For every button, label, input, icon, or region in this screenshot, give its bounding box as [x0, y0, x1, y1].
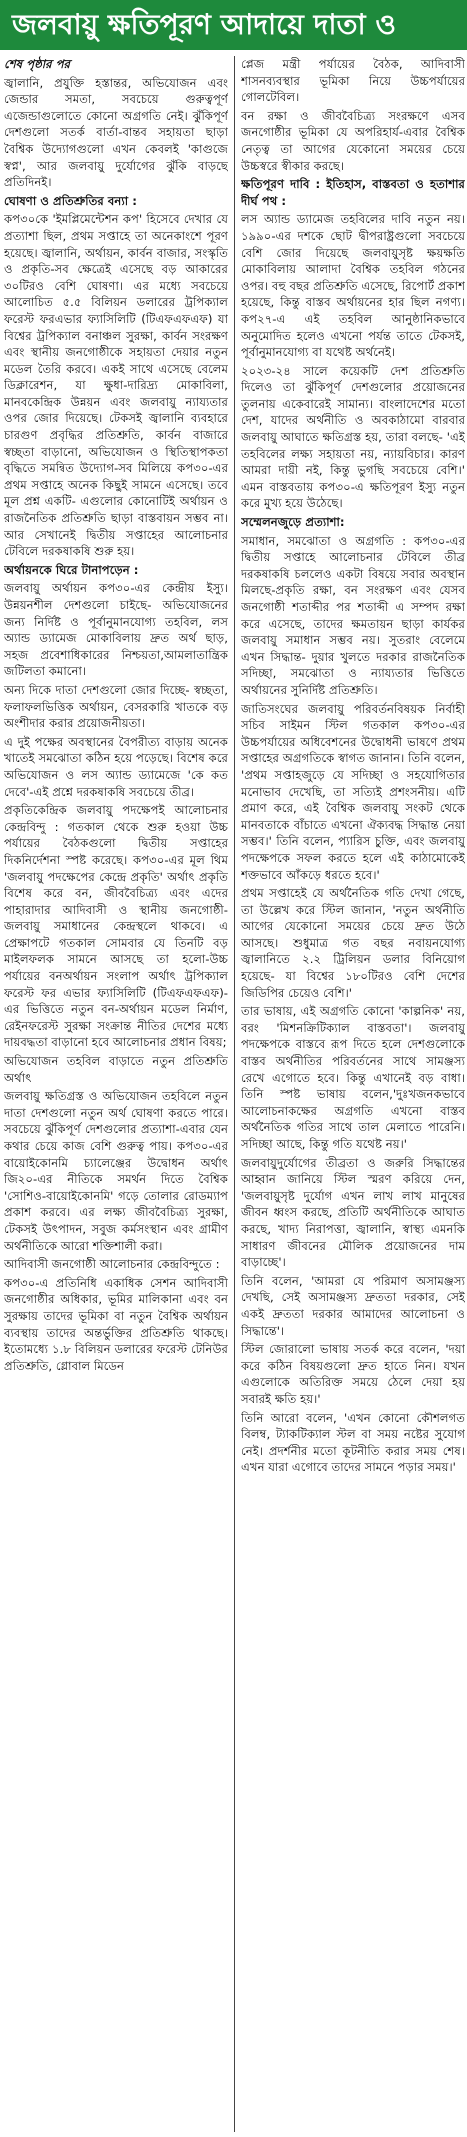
paragraph: প্লেজ মন্ত্রী পর্যায়ের বৈঠক, আদিবাসী শাসনব্যবস্থার ভূমিকা নিয়ে উচ্চপর্যায়ের গোলটেবিল। [241, 57, 465, 105]
paragraph: তিনি আরো বলেন, 'এখন কোনো কৌশলগত বিলম্ব, ট্যাকটিক্যাল স্টল বা সময় নষ্টের সুযোগ নেই। প্রদর্শনীর মতো কূটনীতি করার সময় শেষ। এখন যারা এগোবে তাদের সামনে পড়ার সময়।' [241, 1410, 465, 1475]
paragraph: কপ৩০কে 'ইমপ্লিমেন্টেশন কপ' হিসেবে দেখার যে প্রত্যাশা ছিল, প্রথম সপ্তাহে তা অনেকাংশে পূরণ হয়েছে। জ্বালানি, অর্থায়ন, কার্বন বাজার, সংস্কৃতি ও প্রকৃতি-সব ক্ষেত্রেই এসেছে বড় আকারের ৩০টিরও বেশি ঘোষণা। এর মধ্যে সবচেয়ে আলোচিত ৫.৫ বিলিয়ন ডলারের ট্রপিক্যাল ফরেস্ট ফরএভার ফ্যাসিলিটি (টিএফএফএফ) যা বিশ্বের ট্রপিক্যাল বনাঞ্চল সুরক্ষা, কার্বন সংরক্ষণ এবং স্থানীয় জনগোষ্ঠীকে সহায়তা দেয়ার নতুন মডেল তৈরি করবে। একই সাথে এসেছে বেলেম ডিক্লারেশন, যা ক্ষুধা-দারিদ্র্য মোকাবিলা, মানবকেন্দ্রিক উন্নয়ন এবং জলবায়ু ন্যায্যতার ওপর জোর দিয়েছে। টেকসই জ্বালানি ব্যবহারে চারগুণ প্রবৃদ্ধির প্রতিশ্রুতি, কার্বন বাজারে স্বচ্ছতা বাড়ানো, অভিযোজন ও স্থিতিস্থাপকতা বৃদ্ধিতে সমন্বিত উদ্যোগ-সব মিলিয়ে কপ৩০-এর প্রথম সপ্তাহে অনেক কিছুই সামনে এসেছে। তবে মূল প্রশ্ন একটি- এগুলোর কোনোটিই অর্থায়ন ও রাজনৈতিক প্রতিশ্রুতি ছাড়া বাস্তবায়ন সম্ভব না। আর সেখানেই দ্বিতীয় সপ্তাহের আলোচনার টেবিলে দরকষাকষি শুরু হয়। [4, 212, 228, 559]
paragraph: লস অ্যান্ড ড্যামেজ তহবিলের দাবি নতুন নয়। ১৯৯০-এর দশকে ছোট দ্বীপরাষ্ট্রগুলো সবচেয়ে বেশি জোর দিয়েছে জলবায়ুসৃষ্ট ক্ষয়ক্ষতি মোকাবিলায় আলাদা বৈশ্বিক তহবিল গঠনের ওপর। বহু বছর প্রতিশ্রুতি এসেছে, রিপোর্ট প্রকাশ হয়েছে, কিন্তু বাস্তব অর্থায়নের হার ছিল নগণ্য। কপ২৭-এ এই তহবিল আনুষ্ঠানিকভাবে অনুমোদিত হলেও এখনো পর্যন্ত তাতে টেকসই, পূর্বানুমানযোগ্য বা যথেষ্ট অর্থনেই। [241, 212, 465, 360]
paragraph: তার ভাষায়, এই অগ্রগতি কোনো 'কাল্পনিক' নয়, বরং 'মিশনক্রিটিক্যাল বাস্তবতা'। জলবায়ু পদক্ষেপকে বাস্তবে রূপ দিতে হলে দেশগুলোকে বাস্তব অর্থনীতির পরিবর্তনের সাথে সামঞ্জস্য রেখে এগোতে হবে। কিন্তু এখানেই বড় বাধা। তিনি স্পষ্ট ভাষায় বলেন,'দুঃখজনকভাবে আলোচনাকক্ষের অগ্রগতি এখনো বাস্তব অর্থনৈতিক গতির সাথে তাল মেলাতে পারেনি। সদিচ্ছা আছে, কিন্তু গতি যথেষ্ট নয়।' [241, 1004, 465, 1151]
left-column [4, 56, 228, 2132]
paragraph: অভিযোজন তহবিল বাড়াতে নতুন প্রতিশ্রুতি অর্থাৎ [4, 1054, 228, 1085]
subheading: সম্মেলনজুড়ে প্রত্যাশা: [241, 515, 345, 530]
subheading: ঘোষণা ও প্রতিশ্রুতির বন্যা : [4, 193, 137, 208]
paragraph: অন্য দিকে দাতা দেশগুলো জোর দিচ্ছে- স্বচ্ছতা, ফলাফলভিত্তিক অর্থায়ন, বেসরকারি খাতকে বড় অংশীদার করার প্রয়োজনীয়তা। [4, 682, 228, 731]
paragraph: জলবায়ুদুর্যোগের তীব্রতা ও জরুরি সিদ্ধান্তের আহ্বান জানিয়ে স্টিল স্মরণ করিয়ে দেন, 'জলবায়ুসৃষ্ট দুর্যোগ এখন লাখ লাখ মানুষের জীবন ধ্বংস করছে, প্রতিটি অর্থনীতিকে আঘাত করছে, খাদ্য নিরাপত্তা, জ্বালানি, স্বাস্থ্য এমনকি সাধারণ জীবনের মৌলিক প্রয়োজনের দাম বাড়াচ্ছে'। [241, 1155, 465, 1270]
paragraph: স্টিল জোরালো ভাষায় সতর্ক করে বলেন, 'দয়া করে কঠিন বিষয়গুলো দ্রুত হাতে নিন। যখন এগুলোকে অতিরিক্ত সময়ে ঠেলে দেয়া হয় সবারই ক্ষতি হয়।' [241, 1342, 465, 1406]
paragraph: সমাধান, সমঝোতা ও অগ্রগতি : কপ৩০-এর দ্বিতীয় সপ্তাহে আলোচনার টেবিলে তীব্র দরকষাকষি চললেও একটা বিষয়ে সবার অবস্থান মিলছে-প্রকৃতি রক্ষা, বন সংরক্ষণ এবং যেসব জনগোষ্ঠী শতাব্দীর পর শতাব্দী এ সম্পদ রক্ষা করে এসেছে, তাদের ক্ষমতায়ন ছাড়া কার্যকর জলবায়ু সমাধান সম্ভব নয়। সুতরাং বেলেমে এখন সিদ্ধান্ত- দুয়ার খুলতে দরকার রাজনৈতিক সদিচ্ছা, সমঝোতা ও ন্যায্যতার ভিত্তিতে অর্থায়নের সুনির্দিষ্ট প্রতিশ্রুতি। [241, 533, 465, 697]
subheading: ক্ষতিপূরণ দাবি : ইতিহাস, বাস্তবতা ও হতাশার দীর্ঘ পথ : [241, 177, 465, 208]
right-column [241, 56, 465, 2132]
continued-label: শেষ পৃষ্ঠার পর [4, 57, 70, 71]
subheading: অর্থায়নকে ঘিরে টানাপড়েন : [4, 562, 139, 577]
paragraph: জলবায়ু অর্থায়ন কপ৩০-এর কেন্দ্রীয় ইস্যু। উন্নয়নশীল দেশগুলো চাইছে- অভিযোজনের জন্য নির্দিষ্ট ও পূর্বানুমানযোগ্য তহবিল, লস অ্যান্ড ড্যামেজ মোকাবিলায় দ্রুত অর্থ ছাড়, সহজ প্রবেশাধিকারের নিশ্চয়তা,আমলাতান্ত্রিক জটিলতা কমানো। [4, 581, 228, 679]
paragraph: জাতিসংঘের জলবায়ু পরিবর্তনবিষয়ক নির্বাহী সচিব সাইমন স্টিল গতকাল কপ৩০-এর উচ্চপর্যায়ের অধিবেশনের উদ্বোধনী ভাষণে প্রথম সপ্তাহের অগ্রগতিকে স্বাগত জানান। তিনি বলেন, 'প্রথম সপ্তাহজুড়ে যে সদিচ্ছা ও সহযোগিতার মনোভাব দেখেছি, তা সত্যিই প্রশংসনীয়। এটি প্রমাণ করে, এই বৈশ্বিক জলবায়ু সংকট থেকে মানবতাকে বাঁচাতে এখনো ঐক্যবদ্ধ সিদ্ধান্ত নেয়া সম্ভব।' তিনি বলেন, প্যারিস চুক্তি, এবং জলবায়ু পদক্ষেপকে সফল করতে হলে এই কাঠামোকেই শক্তভাবে আঁকড়ে ধরতে হবে।' [241, 701, 465, 882]
paragraph: জলবায়ু ক্ষতিগ্রস্ত ও অভিযোজন তহবিলে নতুন দাতা দেশগুলো নতুন অর্থ ঘোষণা করতে পারে। সবচেয়ে ঝুঁকিপূর্ণ দেশগুলোর প্রত্যাশা-এবার যেন কথার চেয়ে কাজ বেশি গুরুত্ব পায়। কপ৩০-এর বায়োইকোনমি চ্যালেঞ্জের উদ্বোধন অর্থাৎ জি২০-এর নীতিকে সমর্থন দিতে বৈশ্বিক 'সোশিও-বায়োইকোনমি' গড়ে তোলার রোডম্যাপ প্রকাশ করবে। এর লক্ষ্য জীববৈচিত্র্য সুরক্ষা, টেকসই উৎপাদন, সবুজ কর্মসংস্থান এবং গ্রামীণ অর্থনীতিকে আরো শক্তিশালী করা। [4, 1089, 228, 1253]
paragraph: প্রথম সপ্তাহেই যে অর্থনৈতিক গতি দেখা গেছে, তা উল্লেখ করে স্টিল জানান, 'নতুন অর্থনীতি আগের যেকোনো সময়ের চেয়ে দ্রুত উঠে আসছে। শুধুমাত্র গত বছর নবায়নযোগ্য জ্বালানিতে ২.২ ট্রিলিয়ন ডলার বিনিয়োগ হয়েছে- যা বিশ্বের ১৮০টিরও বেশি দেশের জিডিপির চেয়েও বেশি।' [241, 886, 465, 1000]
paragraph: বন রক্ষা ও জীববৈচিত্র্য সংরক্ষণে এসব জনগোষ্ঠীর ভূমিকা যে অপরিহার্য-এবার বৈশ্বিক নেতৃত্ব তা আগের যেকোনো সময়ের চেয়ে উচ্চস্বরে স্বীকার করছে। [241, 108, 465, 173]
paragraph: তিনি বলেন, 'আমরা যে পরিমাণ অসামঞ্জস্য দেখছি, সেই অসামঞ্জস্য দ্রুততা দরকার, সেই একই দ্রুততা দরকার আমাদের আলোচনা ও সিদ্ধান্তে'। [241, 1273, 465, 1338]
paragraph: কপ৩০-এ প্রতিনিধি একাধিক সেশন আদিবাসী জনগোষ্ঠীর অধিকার, ভূমির মালিকানা এবং বন সুরক্ষায় তাদের ভূমিকা বা নতুন বৈশ্বিক অর্থায়ন ব্যবস্থায় তাদের অন্তর্ভুক্তির প্রতিশ্রুতি থাকছে। ইতোমধ্যে ১.৮ বিলিয়ন ডলারের ফরেস্ট টেনিউর প্রতিশ্রুতি, গ্লোবাল মিডেন [4, 1275, 228, 1373]
paragraph: এ দুই পক্ষের অবস্থানের বৈপরীত্য বাড়ায় অনেক খাতেই সমঝোতা কঠিন হয়ে পড়েছে। বিশেষ করে অভিযোজন ও লস অ্যান্ড ড্যামেজে 'কে কত দেবে'-এই প্রশ্নে দরকষাকষি সবচেয়ে তীব্র। [4, 734, 228, 799]
headline: জলবায়ু ক্ষতিপূরণ আদায়ে দাতা ও [0, 0, 467, 50]
paragraph: প্রকৃতিকেন্দ্রিক জলবায়ু পদক্ষেপই আলোচনার কেন্দ্রবিন্দু : গতকাল থেকে শুরু হওয়া উচ্চ পর্যায়ের বৈঠকগুলো দ্বিতীয় সপ্তাহের দিকনির্দেশনা স্পষ্ট করেছে। কপ৩০-এর মূল থিম 'জলবায়ু পদক্ষেপের কেন্দ্রে প্রকৃতি' অর্থাৎ প্রকৃতি বিশেষ করে বন, জীববৈচিত্র্য এবং এদের পাহারাদার আদিবাসী ও স্থানীয় জনগোষ্ঠী-জলবায়ু সমাধানের কেন্দ্রস্থলে থাকবে। এ প্রেক্ষাপটে গতকাল সোমবার যে তিনটি বড় মাইলফলক সামনে আসছে তা হলো-উচ্চ পর্যায়ের বনঅর্থায়ন সংলাপ অর্থাৎ ট্রপিক্যাল ফরেস্ট ফর এভার ফ্যাসিলিটি (টিএফএফএফ)-এর ভিত্তিতে নতুন বন-অর্থায়ন মডেল নির্মাণ, রেইনফরেস্ট সুরক্ষা সংক্রান্ত নীতির দেশের মধ্যে দায়বদ্ধতা বাড়ানো হবে আলোচনার প্রধান বিষয়; [4, 803, 228, 1050]
column-divider [234, 56, 235, 2132]
paragraph: জ্বালানি, প্রযুক্তি হস্তান্তর, অভিযোজন এবং জেন্ডার সমতা, সবচেয়ে গুরুত্বপূর্ণ এজেন্ডাগুলোতে কোনো অগ্রগতি নেই। ঝুঁকিপূর্ণ দেশগুলো সতর্ক বার্তা-বান্তব সহায়তা ছাড়া বৈশ্বিক উদ্যোগগুলো এখন কেবলই 'কাগুজে স্বপ্ন', আর জলবায়ু দুর্যোগের ঝুঁকি বাড়ছে প্রতিদিনই। [4, 75, 228, 190]
paragraph: ২০২৩-২৪ সালে কয়েকটি দেশ প্রতিশ্রুতি দিলেও তা ঝুঁকিপূর্ণ দেশগুলোর প্রয়োজনের তুলনায় একেবারেই সামান্য। বাংলাদেশের মতো দেশ, যাদের অর্থনীতি ও অবকাঠামো বারবার জলবায়ু আঘাতে ক্ষতিগ্রস্ত হয়, তারা বলছে- 'এই তহবিলের লক্ষ্য সহায়তা নয়, ন্যায়বিচার। কারণ আমরা দায়ী নই, কিন্তু ভুগছি সবচেয়ে বেশি।' এমন বাস্তবতায় কপ৩০-এ ক্ষতিপূরণ ইস্যু নতুন করে মুখ্য হয়ে উঠেছে। [241, 363, 465, 511]
paragraph: আদিবাসী জনগোষ্ঠী আলোচনার কেন্দ্রবিন্দুতে : [4, 1257, 220, 1272]
